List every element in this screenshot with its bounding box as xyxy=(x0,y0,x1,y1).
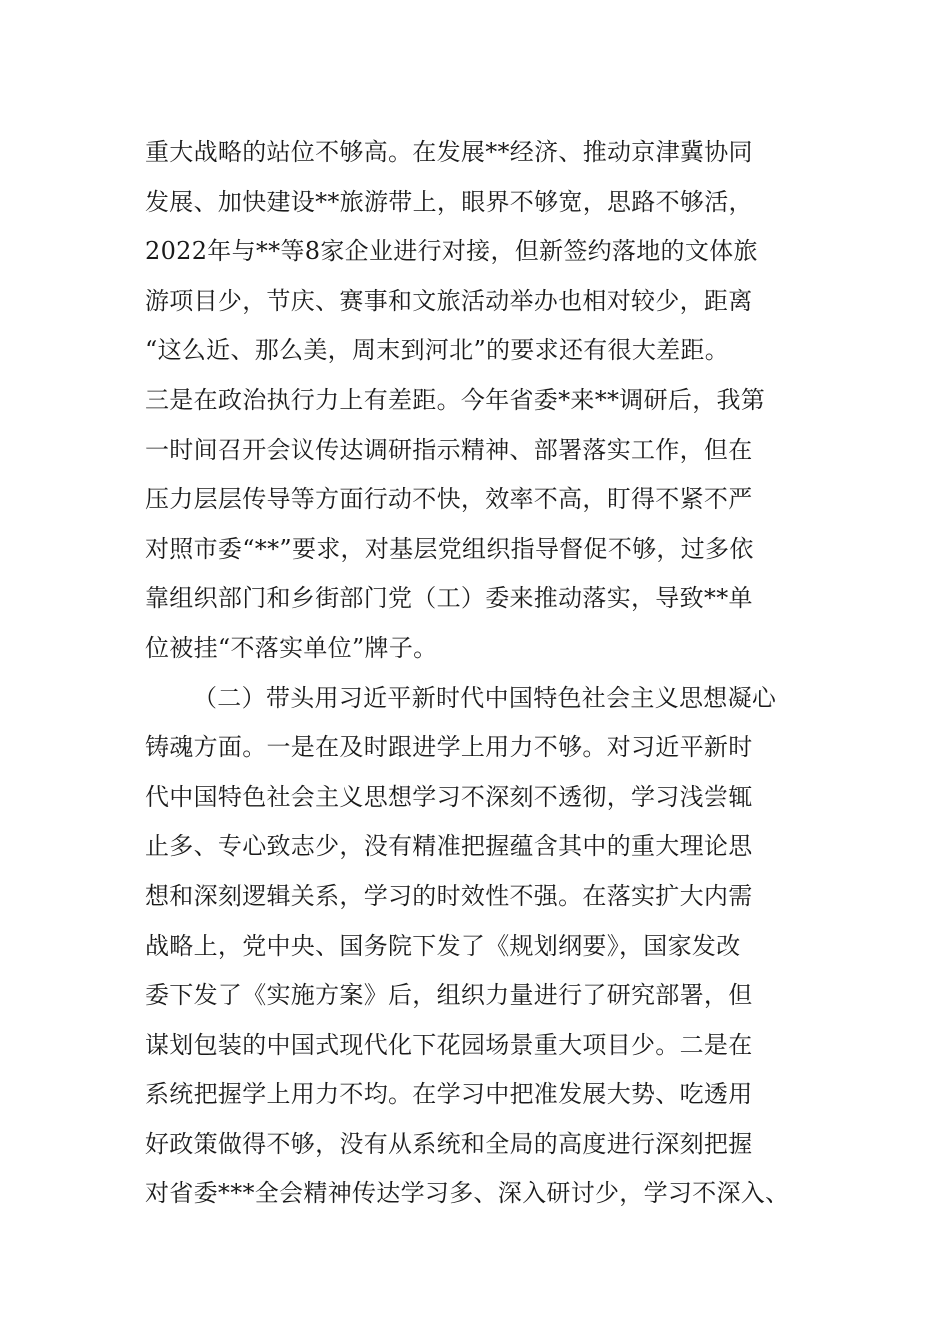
text-line: 想和深刻逻辑关系，学习的时效性不强。在落实扩大内需 xyxy=(145,881,753,910)
text-line: 对照市委“**”要求，对基层党组织指导督促不够，过多依 xyxy=(145,534,754,563)
text-line: 位被挂“不落实单位”牌子。 xyxy=(145,633,438,662)
text-line: 一时间召开会议传达调研指示精神、部署落实工作，但在 xyxy=(145,435,753,464)
text-line: 委下发了《实施方案》后，组织力量进行了研究部署，但 xyxy=(145,981,753,1010)
text-line: 压力层层传导等方面行动不快，效率不高，盯得不紧不严 xyxy=(145,485,753,514)
text-line: 靠组织部门和乡街部门党（工）委来推动落实，导致**单 xyxy=(145,584,753,613)
text-line: 谋划包装的中国式现代化下花园场景重大项目少。二是在 xyxy=(145,1030,753,1059)
text-line: 系统把握学上用力不均。在学习中把准发展大势、吃透用 xyxy=(145,1080,753,1109)
text-line: 三是在政治执行力上有差距。今年省委*来**调研后，我第 xyxy=(145,385,766,414)
text-line: 好政策做得不够，没有从系统和全局的高度进行深刻把握 xyxy=(145,1129,753,1158)
text-line: 止多、专心致志少，没有精准把握蕴含其中的重大理论思 xyxy=(145,832,753,861)
document-body xyxy=(145,128,825,1219)
text-line: 重大战略的站位不够高。在发展**经济、推动京津冀协同 xyxy=(145,138,753,166)
text-line: 铸魂方面。一是在及时跟进学上用力不够。对习近平新时 xyxy=(145,733,753,762)
text-line: “这么近、那么美，周末到河北”的要求还有很大差距。 xyxy=(145,336,730,365)
text-line: 对省委***全会精神传达学习多、深入研讨少，学习不深入、 xyxy=(145,1179,790,1208)
text-line: 战略上，党中央、国务院下发了《规划纲要》，国家发改 xyxy=(145,931,741,960)
text-line: 发展、加快建设**旅游带上，眼界不够宽，思路不够活， xyxy=(145,187,753,216)
text-line: 游项目少，节庆、赛事和文旅活动举办也相对较少，距离 xyxy=(145,286,753,315)
text-line: 代中国特色社会主义思想学习不深刻不透彻，学习浅尝辄 xyxy=(145,782,753,811)
text-line: 2022年与**等8家企业进行对接，但新签约落地的文体旅 xyxy=(145,237,758,266)
text-line: （二）带头用习近平新时代中国特色社会主义思想凝心 xyxy=(193,683,777,712)
